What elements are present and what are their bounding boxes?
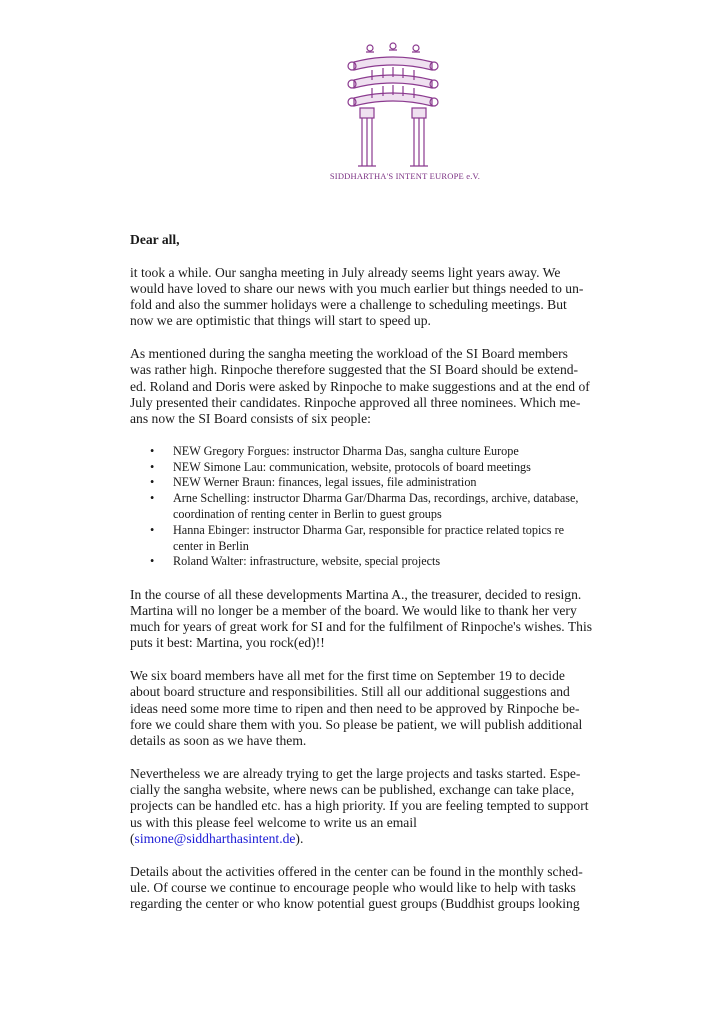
organization-name: SIDDHARTHA'S INTENT EUROPE e.V. <box>329 171 481 181</box>
text-line: puts it best: Martina, you rock(ed)!! <box>130 635 325 651</box>
text-line: In the course of all these developments Martina A., the treasurer, decided to resign. <box>130 586 582 602</box>
text-line: ans now the SI Board consists of six people: <box>130 411 371 427</box>
text-line: • NEW Gregory Forgues: instructor Dharma Das, sangha culture Europe <box>173 443 519 458</box>
text-line: ed. Roland and Doris were asked by Rinpoche to make suggestions and at the end of <box>130 378 590 394</box>
text-line: fore we could share them with you. So please be patient, we will publish additional <box>130 716 583 732</box>
text-line: cially the sangha website, where news can be published, exchange can take place, <box>130 782 575 798</box>
text-line: was rather high. Rinpoche therefore suggested that the SI Board should be extend- <box>130 362 579 378</box>
text-line: • Roland Walter: infrastructure, website, special projects <box>173 554 441 569</box>
text-line: As mentioned during the sangha meeting the workload of the SI Board members <box>130 346 568 362</box>
paragraph-intro <box>130 265 660 330</box>
text-line: • Arne Schelling: instructor Dharma Gar/Dharma Das, recordings, archive, database, <box>173 491 579 506</box>
text-line: us with this please feel welcome to write us an email <box>130 814 417 830</box>
text-line: Details about the activities offered in the center can be found in the monthly sched- <box>130 863 583 879</box>
email-open-paren: ( <box>130 830 135 846</box>
text-line: regarding the center or who know potential guest groups (Buddhist groups looking <box>130 896 580 912</box>
text-line: details as soon as we have them. <box>130 733 307 749</box>
greeting: Dear all, <box>130 232 180 247</box>
text-line: center in Berlin <box>173 538 249 553</box>
text-line: now we are optimistic that things will start to speed up. <box>130 313 431 329</box>
letter-body <box>130 232 660 929</box>
list-item <box>150 475 660 491</box>
email-line <box>130 831 660 847</box>
text-line: • Hanna Ebinger: instructor Dharma Gar, responsible for practice related topics re <box>173 522 565 537</box>
text-line: fold and also the summer holidays were a challenge to scheduling meetings. But <box>130 297 567 313</box>
text-line: • NEW Werner Braun: finances, legal issues, file administration <box>173 475 477 490</box>
list-item <box>150 460 660 476</box>
text-line: We six board members have all met for the first time on September 19 to decide <box>130 668 565 684</box>
text-line: about board structure and responsibilities. Still all our additional suggestions and <box>130 684 570 700</box>
list-item <box>150 554 660 570</box>
text-line: ule. Of course we continue to encourage people who would like to help with tasks <box>130 879 576 895</box>
text-line: projects can be handled etc. has a high priority. If you are feeling tempted to support <box>130 798 589 814</box>
email-link[interactable]: simone@siddharthasintent.de <box>134 830 296 846</box>
list-item <box>150 444 660 460</box>
text-line: Nevertheless we are already trying to get the large projects and tasks started. Espe- <box>130 765 581 781</box>
text-line: much for years of great work for SI and for the fulfilment of Rinpoche's wishes. This <box>130 619 593 635</box>
text-line: • NEW Simone Lau: communication, website, protocols of board meetings <box>173 459 531 474</box>
logo-gate-icon <box>338 40 448 170</box>
paragraph-first-meeting <box>130 668 660 749</box>
email-close-paren: ). <box>295 830 304 846</box>
paragraph-board-extension <box>130 346 660 427</box>
paragraph-activities <box>130 864 660 913</box>
text-line: July presented their candidates. Rinpoche approved all three nominees. Which me- <box>130 394 581 410</box>
text-line: coordination of renting center in Berlin to guest groups <box>173 507 442 522</box>
text-line: would have loved to share our news with you much earlier but things needed to un- <box>130 280 584 296</box>
paragraph-projects <box>130 766 660 847</box>
list-item <box>150 491 660 523</box>
text-line: Martina will no longer be a member of the board. We would like to thank her very <box>130 602 577 618</box>
paragraph-treasurer <box>130 587 660 652</box>
board-member-list <box>130 444 660 570</box>
text-line: ideas need some more time to ripen and then need to be approved by Rinpoche be- <box>130 700 580 716</box>
text-line: it took a while. Our sangha meeting in July already seems light years away. We <box>130 264 561 280</box>
list-item <box>150 523 660 555</box>
